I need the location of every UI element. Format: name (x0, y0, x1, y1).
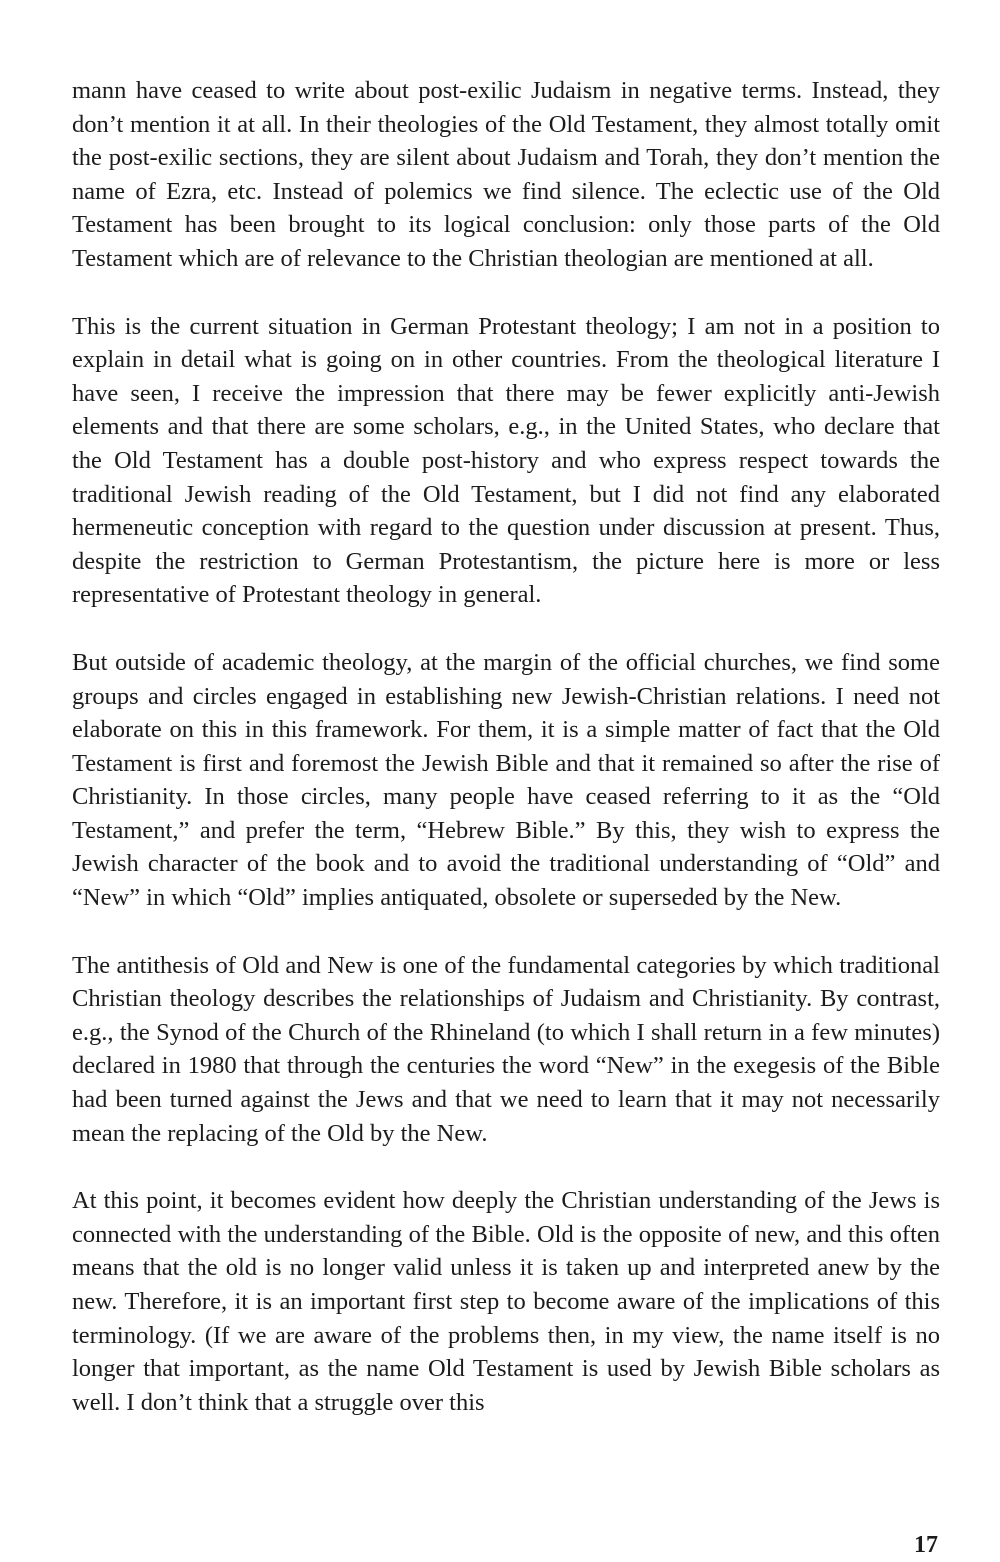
paragraph-1: mann have ceased to write about post-exilic Judaism in negative terms. Instead, they don’t mention it at all. In their theologies of the Old Testament, they almost totally omit the post-exilic sections, they are silent about Judaism and Torah, they don’t mention the name of Ezra, etc. Instead of polemics we find silence. The eclectic use of the Old Testament has been brought to its logical conclusion: only those parts of the Old Testament which are of relevance to the Christian theologian are mentioned at all. (72, 77, 940, 272)
paragraph-3: But outside of academic theology, at the margin of the official churches, we find some groups and circles engaged in establishing new Jewish-Christian relations. I need not elaborate on this in this framework. For them, it is a simple matter of fact that the Old Testament is first and foremost the Jewish Bible and that it remained so after the rise of Christianity. In those circles, many people have ceased referring to it as the “Old Testament,” and prefer the term, “Hebrew Bible.” By this, they wish to express the Jewish character of the book and to avoid the traditional understanding of “Old” and “New” in which “Old” implies antiquated, obsolete or superseded by the New. (72, 648, 940, 912)
body-text (72, 74, 940, 1453)
page-number: 17 (914, 1532, 938, 1558)
paragraph-4: The antithesis of Old and New is one of the fundamental categories by which traditional Christian theology describes the relationships of Judaism and Christianity. By contrast, e.g., the Synod of the Church of the Rhineland (to which I shall return in a few minutes) declared in 1980 that through the centuries the word “New” in the exegesis of the Bible had been turned against the Jews and that we need to learn that it may not necessarily mean the replacing of the Old by the New. (72, 951, 940, 1147)
paragraph-5: At this point, it becomes evident how deeply the Christian understanding of the Jews is connected with the understanding of the Bible. Old is the opposite of new, and this often means that the old is no longer valid unless it is taken up and interpreted anew by the new. Therefore, it is an important first step to become aware of the implications of this terminology. (If we are aware of the problems then, in my view, the name itself is no longer that important, as the name Old Testament is used by Jewish Bible scholars as well. I don’t think that a struggle over this (72, 1187, 940, 1416)
paragraph-2: This is the current situation in German Protestant theology; I am not in a position to explain in detail what is going on in other countries. From the theological literature I have seen, I receive the impression that there may be fewer explicitly anti-Jewish elements and that there are some scholars, e.g., in the United States, who declare that the Old Testament has a double post-history and who express respect towards the traditional Jewish reading of the Old Testament, but I did not find any elaborated hermeneutic conception with regard to the question under discussion at present. Thus, despite the restriction to German Protestantism, the picture here is more or less representative of Protestant theology in general. (72, 312, 940, 609)
